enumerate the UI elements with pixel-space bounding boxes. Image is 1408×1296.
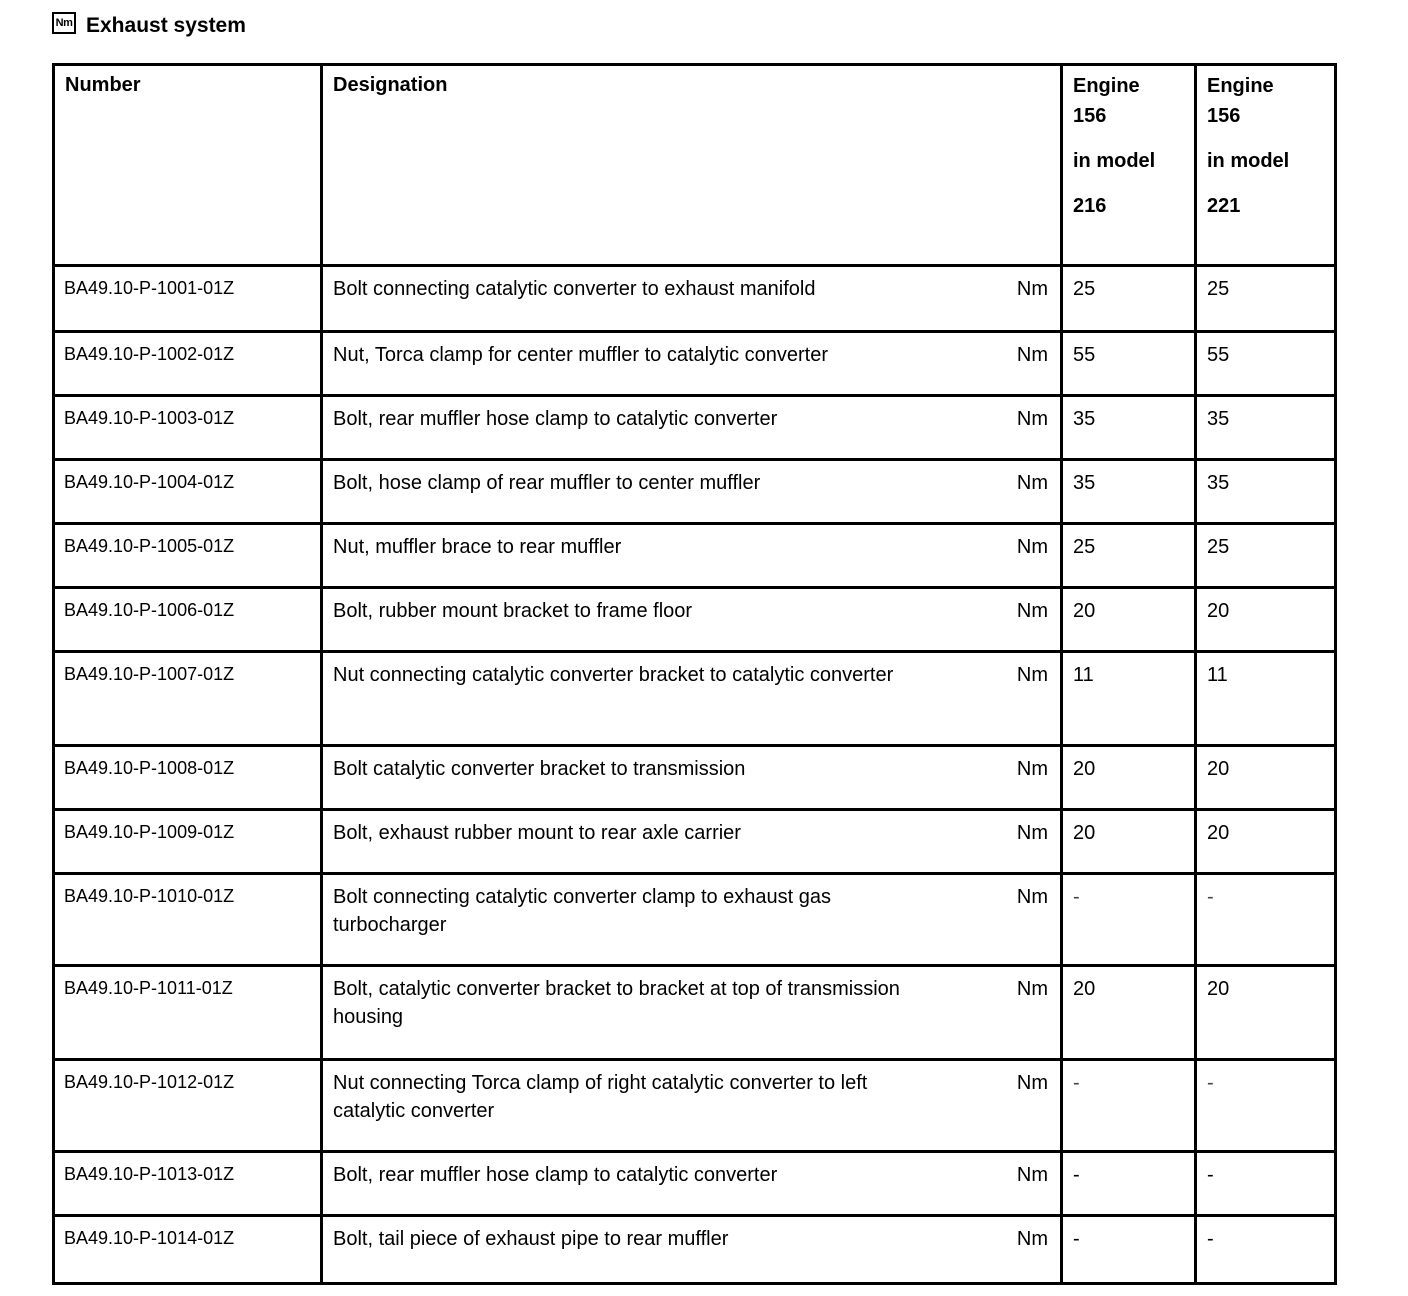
value-model-216: - bbox=[1073, 1164, 1080, 1186]
unit: Nm bbox=[1016, 822, 1048, 844]
unit: Nm bbox=[1016, 758, 1048, 780]
part-number: BA49.10-P-1005-01Z bbox=[64, 536, 235, 556]
value-model-221: 20 bbox=[1207, 978, 1230, 1000]
value-model-216: 20 bbox=[1073, 822, 1096, 844]
table-row bbox=[54, 266, 1336, 332]
torque-spec-table bbox=[52, 63, 1337, 1285]
value-model-216: - bbox=[1073, 1072, 1080, 1094]
table-row bbox=[54, 874, 1336, 966]
header-number: Number bbox=[54, 65, 322, 266]
page-title: Exhaust system bbox=[86, 14, 246, 37]
part-number: BA49.10-P-1010-01Z bbox=[64, 886, 235, 906]
unit: Nm bbox=[1016, 472, 1048, 494]
designation: Bolt catalytic converter bracket to transmission bbox=[333, 758, 746, 780]
value-model-221: 55 bbox=[1207, 344, 1230, 366]
designation: Bolt, rear muffler hose clamp to catalytic converter bbox=[333, 408, 778, 430]
unit: Nm bbox=[1016, 886, 1048, 908]
table-header-row bbox=[54, 65, 1336, 266]
unit: Nm bbox=[1016, 1072, 1048, 1094]
table-row bbox=[54, 810, 1336, 874]
value-model-221: 20 bbox=[1207, 822, 1230, 844]
designation: Bolt, hose clamp of rear muffler to center muffler bbox=[333, 472, 761, 494]
value-model-216: 11 bbox=[1073, 664, 1094, 686]
header-engine-221: Engine 156 in model 221 bbox=[1196, 65, 1336, 266]
designation: Bolt, tail piece of exhaust pipe to rear muffler bbox=[333, 1228, 729, 1250]
part-number: BA49.10-P-1002-01Z bbox=[64, 344, 235, 364]
part-number: BA49.10-P-1011-01Z bbox=[64, 978, 233, 998]
value-model-216: 25 bbox=[1073, 278, 1096, 300]
table-row bbox=[54, 746, 1336, 810]
value-model-221: 20 bbox=[1207, 758, 1230, 780]
table-row bbox=[54, 966, 1336, 1060]
table-row bbox=[54, 524, 1336, 588]
part-number: BA49.10-P-1013-01Z bbox=[64, 1164, 235, 1184]
unit: Nm bbox=[1016, 1228, 1048, 1250]
part-number: BA49.10-P-1001-01Z bbox=[64, 278, 235, 298]
part-number: BA49.10-P-1006-01Z bbox=[64, 600, 235, 620]
value-model-221: 35 bbox=[1207, 408, 1230, 430]
value-model-216: - bbox=[1073, 1228, 1080, 1250]
section-header bbox=[52, 10, 246, 42]
value-model-216: - bbox=[1073, 886, 1080, 908]
value-model-216: 20 bbox=[1073, 600, 1096, 622]
designation: Nut, muffler brace to rear muffler bbox=[333, 536, 622, 558]
unit: Nm bbox=[1016, 408, 1048, 430]
value-model-221: 20 bbox=[1207, 600, 1230, 622]
unit: Nm bbox=[1016, 1164, 1048, 1186]
value-model-216: 55 bbox=[1073, 344, 1096, 366]
value-model-221: - bbox=[1207, 1228, 1214, 1250]
unit: Nm bbox=[1016, 978, 1048, 1000]
part-number: BA49.10-P-1003-01Z bbox=[64, 408, 235, 428]
unit: Nm bbox=[1016, 536, 1048, 558]
table-row bbox=[54, 1216, 1336, 1284]
value-model-221: 11 bbox=[1207, 664, 1228, 686]
table-row bbox=[54, 332, 1336, 396]
value-model-221: 25 bbox=[1207, 536, 1230, 558]
value-model-221: 35 bbox=[1207, 472, 1230, 494]
table-row bbox=[54, 396, 1336, 460]
value-model-216: 25 bbox=[1073, 536, 1096, 558]
table-row bbox=[54, 652, 1336, 746]
part-number: BA49.10-P-1012-01Z bbox=[64, 1072, 235, 1092]
value-model-216: 35 bbox=[1073, 408, 1096, 430]
torque-nm-icon: Nm bbox=[52, 12, 76, 34]
table-row bbox=[54, 1060, 1336, 1152]
table-row bbox=[54, 1152, 1336, 1216]
designation: Bolt, catalytic converter bracket to bracket at top of transmission housing bbox=[333, 978, 900, 1028]
designation: Bolt, exhaust rubber mount to rear axle carrier bbox=[333, 822, 741, 844]
value-model-221: 25 bbox=[1207, 278, 1230, 300]
part-number: BA49.10-P-1014-01Z bbox=[64, 1228, 235, 1248]
unit: Nm bbox=[1016, 278, 1048, 300]
unit: Nm bbox=[1016, 664, 1048, 686]
designation: Bolt, rear muffler hose clamp to catalytic converter bbox=[333, 1164, 778, 1186]
unit: Nm bbox=[1016, 344, 1048, 366]
value-model-216: 35 bbox=[1073, 472, 1096, 494]
part-number: BA49.10-P-1007-01Z bbox=[64, 664, 235, 684]
designation: Nut connecting catalytic converter bracket to catalytic converter bbox=[333, 664, 894, 686]
value-model-216: 20 bbox=[1073, 758, 1096, 780]
header-engine-216: Engine 156 in model 216 bbox=[1062, 65, 1196, 266]
header-designation: Designation bbox=[322, 65, 1062, 266]
value-model-221: - bbox=[1207, 886, 1214, 908]
part-number: BA49.10-P-1009-01Z bbox=[64, 822, 235, 842]
designation: Bolt connecting catalytic converter to exhaust manifold bbox=[333, 278, 816, 300]
table-row bbox=[54, 588, 1336, 652]
part-number: BA49.10-P-1008-01Z bbox=[64, 758, 235, 778]
value-model-221: - bbox=[1207, 1072, 1214, 1094]
part-number: BA49.10-P-1004-01Z bbox=[64, 472, 235, 492]
designation: Bolt connecting catalytic converter clamp to exhaust gas turbocharger bbox=[333, 886, 832, 936]
value-model-216: 20 bbox=[1073, 978, 1096, 1000]
designation: Nut connecting Torca clamp of right catalytic converter to left catalytic converter bbox=[333, 1072, 868, 1122]
table-row bbox=[54, 460, 1336, 524]
designation: Nut, Torca clamp for center muffler to catalytic converter bbox=[333, 344, 829, 366]
value-model-221: - bbox=[1207, 1164, 1214, 1186]
unit: Nm bbox=[1016, 600, 1048, 622]
designation: Bolt, rubber mount bracket to frame floor bbox=[333, 600, 693, 622]
